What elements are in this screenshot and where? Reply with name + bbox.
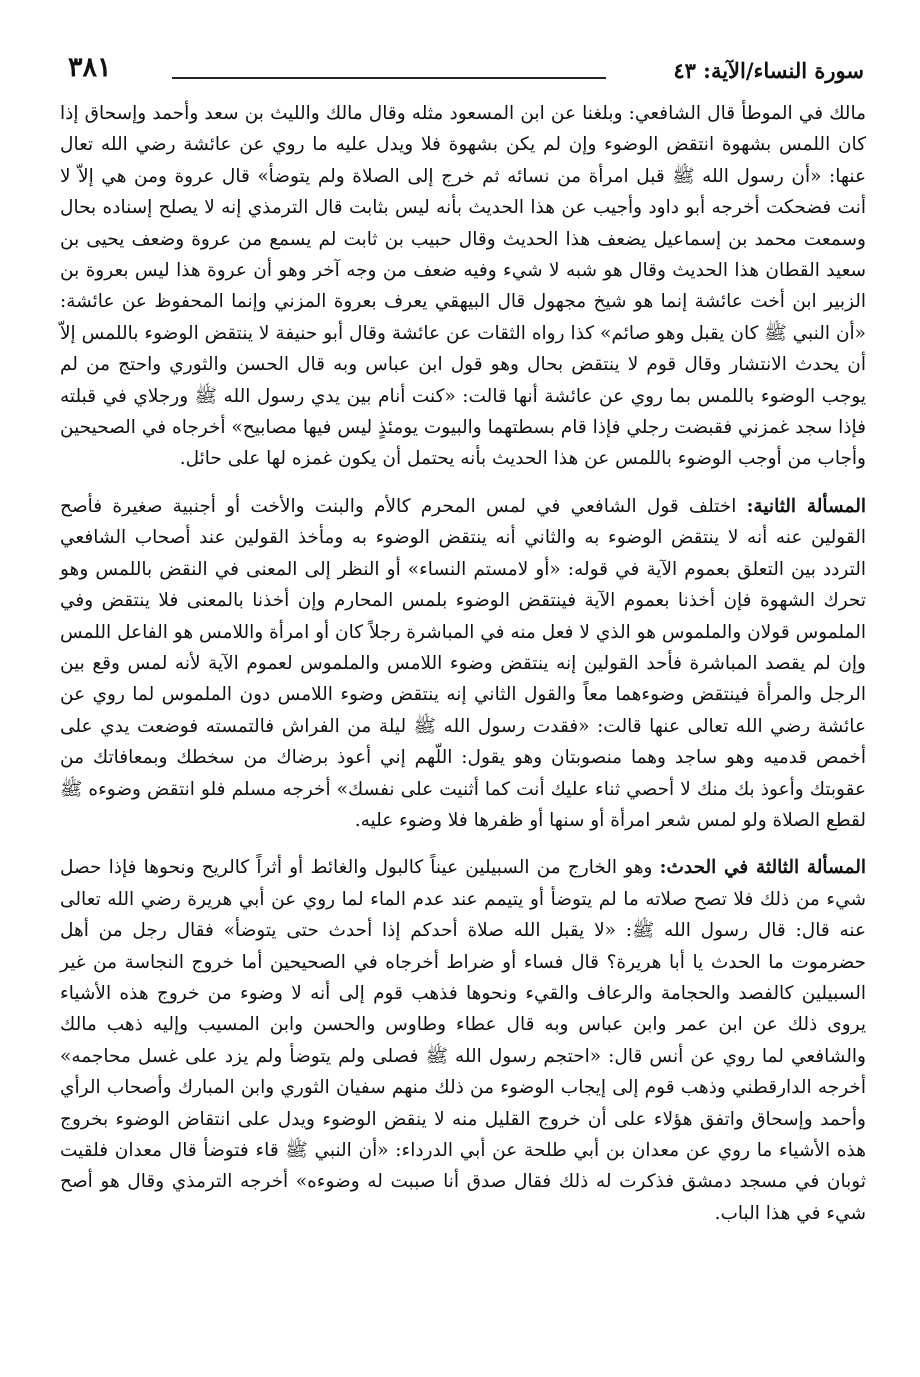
paragraph-1	[60, 98, 866, 475]
section-title-second-issue: المسألة الثانية:	[746, 495, 867, 517]
paragraph-text: مالك في الموطأ قال الشافعي: وبلغنا عن ابن المسعود مثله وقال مالك والليث بن سعد وأحمد وإسحاق إذا كان اللمس بشهوة انتقض الوضوء وإن لم يكن بشهوة فلا ويدل عليه ما روي عن عائشة رضي الله تعال عنها: «أن رسول الله ﷺ قبل امرأة من نسائه ثم خرج إلى الصلاة ولم يتوضأ» قال عروة ومن هي إلاّ لا أنت فضحكت أخرجه أبو داود وأجيب عن هذا الحديث بأنه ليس بثابت قال الترمذي إنه لا يصلح إسناده بحال وسمعت محمد بن إسماعيل يضعف هذا الحديث وقال حبيب بن ثابت لم يسمع من عروة وضعف يحيى بن سعيد القطان هذا الحديث وقال هو شبه لا شيء وفيه ضعف من وجه آخر وهو أن عروة هذا ليس بعروة بن الزبير ابن أخت عائشة إنما هو شيخ مجهول قال البيهقي يعرف بعروة المزني وإنما المحفوظ عن عائشة: «أن النبي ﷺ كان يقبل وهو صائم» كذا رواه الثقات عن عائشة وقال أبو حنيفة لا ينتقض الوضوء باللمس إلاّ أن يحدث الانتشار وقال قوم لا ينتقض بحال وهو قول ابن عباس وبه قال الحسن والثوري واحتج من لم يوجب الوضوء باللمس بما روي عن عائشة أنها قالت: «كنت أنام بين يدي رسول الله ﷺ ورجلاي في قبلته فإذا سجد غمزني فقبضت رجلي فإذا قام بسطتهما والبيوت يومئذٍ ليس فيها مصابيح» أخرجاه في الصحيحين وأجاب من أوجب الوضوء باللمس عن هذا الحديث بأنه يحتمل أن يكون غمزه لها على حائل.	[60, 103, 866, 470]
page-number: ٣٨١	[68, 52, 112, 83]
section-title-third-issue: المسألة الثالثة في الحدث:	[659, 857, 866, 879]
paragraph-text: وهو الخارج من السبيلين عيناً كالبول والغائط أو أثراً كالريح ونحوها فإذا حصل شيء من ذلك فلا تصح صلاته ما لم يتوضأ أو يتيمم عند عدم الماء لما روي عن أبي هريرة رضي الله تعالى عنه قال: قال رسول الله ﷺ: «لا يقبل الله صلاة أحدكم إذا أحدث حتى يتوضأ» فقال رجل من أهل حضرموت ما الحدث يا أبا هريرة؟ قال فساء أو ضراط أخرجاه في الصحيحين أما خروج النجاسة من غير السبيلين كالفصد والحجامة والرعاف والقيء ونحوها فذهب قوم إلى أنه لا وضوء من خروج هذه الأشياء يروى ذلك عن ابن عمر وابن عباس وبه قال عطاء وطاوس والحسن وابن المسيب وإليه ذهب مالك والشافعي لما روي عن أنس قال: «احتجم رسول الله ﷺ فصلى ولم يتوضأ ولم يزد على غسل محاجمه» أخرجه الدارقطني وذهب قوم إلى إيجاب الوضوء من ذلك منهم سفيان الثوري وابن المبارك وأصحاب الرأي وأحمد وإسحاق واتفق هؤلاء على أن خروج القليل منه لا ينقض الوضوء ويدل على انتقاض الوضوء بخروج هذه الأشياء ما روي عن معدان بن أبي طلحة عن أبي الدرداء: «أن النبي ﷺ قاء فتوضأ قال معدان فلقيت ثوبان في مسجد دمشق فذكرت له ذلك فقال صدق أنا صببت له وضوءه» أخرجه الترمذي وقال هو أصح شيء في هذا الباب.	[60, 857, 866, 1224]
chapter-title: سورة النساء/الآية: ٤٣	[673, 58, 864, 83]
header-rule	[172, 77, 606, 79]
paragraph-3	[60, 852, 866, 1229]
paragraph-text: اختلف قول الشافعي في لمس المحرم كالأم والبنت والأخت أو أجنبية صغيرة فأصح القولين عنه أنه لا ينتقض الوضوء به والثاني أنه ينتقض الوضوء به ومأخذ القولين عند أصحاب الشافعي التردد بين التعلق بعموم الآية في قوله: «أو لامستم النساء» أو النظر إلى المعنى في النقض باللمس وهو تحرك الشهوة فإن أخذنا بعموم الآية فينتقض الوضوء بلمس المحارم وإن أخذنا بالمعنى فلا ينتقض وفي الملموس قولان والملموس هو الذي لا فعل منه في المباشرة رجلاً كان أو امرأة واللامس هو الفاعل اللمس وإن لم يقصد المباشرة فأحد القولين إنه ينتقض وضوء اللامس والملموس لعموم الآية لأنه لمس وقع بين الرجل والمرأة فينتقض وضوءهما معاً والقول الثاني إنه ينتقض وضوء اللامس دون الملموس لما روي عن عائشة رضي الله تعالى عنها قالت: «فقدت رسول الله ﷺ ليلة من الفراش فالتمسته فوضعت يدي على أخمص قدميه وهو ساجد وهما منصوبتان وهو يقول: اللّهم إني أعوذ برضاك من سخطك وبمعافاتك من عقوبتك وأعوذ بك منك لا أحصي ثناء عليك أنت كما أثنيت على نفسك» أخرجه مسلم فلو انتقض وضوءه ﷺ لقطع الصلاة ولو لمس شعر امرأة أو سنها أو ظفرها فلا وضوء عليه.	[60, 495, 866, 831]
running-header	[62, 52, 864, 92]
paragraph-2	[60, 491, 866, 836]
body-text	[60, 98, 866, 1229]
